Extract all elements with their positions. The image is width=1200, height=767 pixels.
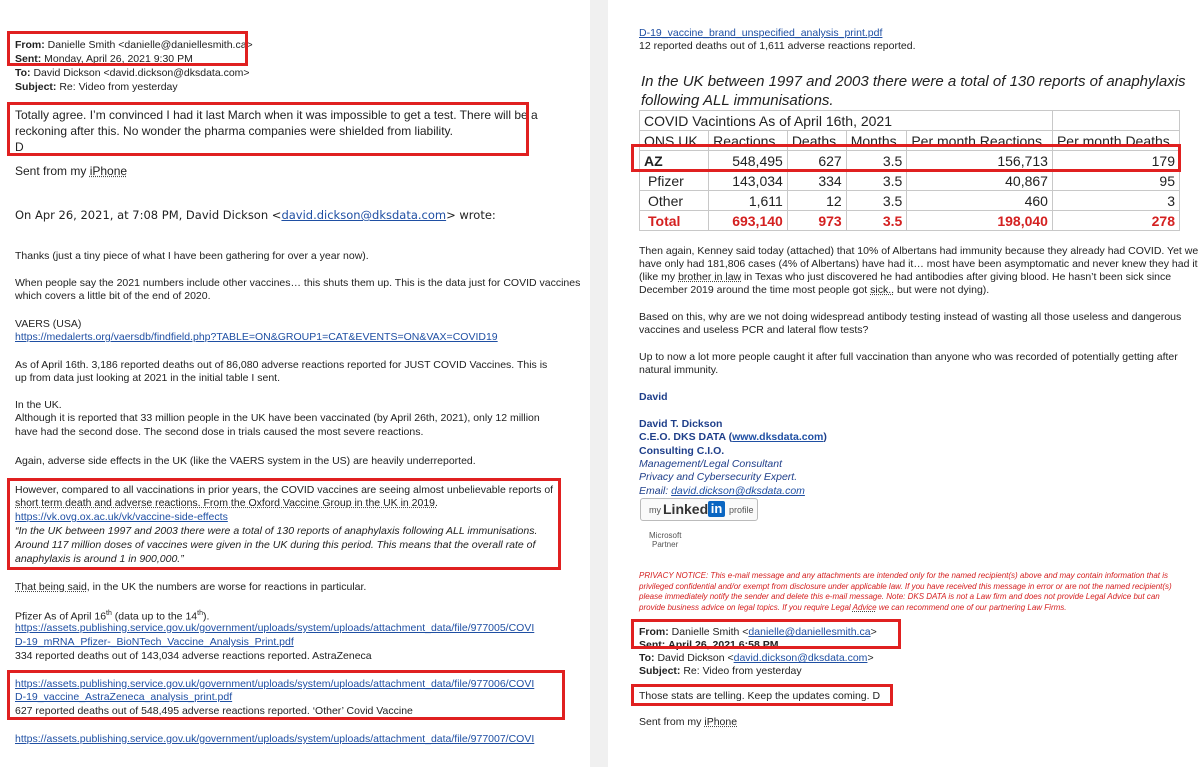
para-numbers-2: which covers a little bit of the end of 2020.	[15, 290, 211, 302]
table-title-row	[640, 111, 1180, 131]
table-cell: 95	[1052, 171, 1179, 191]
sig-full-name: David T. Dickson	[639, 418, 723, 430]
para-uk-2: have had the second dose. The second dose in trials caused the most severe reactions.	[15, 426, 424, 438]
az-stat: 627 reported deaths out of 548,495 adverse reactions reported. ‘Other’ Covid Vaccine	[15, 705, 413, 717]
table-cell: 179	[1052, 151, 1179, 171]
sent-line: Sent: Monday, April 26, 2021 9:30 PM	[15, 53, 193, 65]
reply2-text: Those stats are telling. Keep the updates coming. D	[639, 690, 881, 702]
microsoft-partner-line-1: Microsoft	[649, 531, 682, 540]
quote-line-2: Around 117 million doses of vaccines were given in the UK during this period. This means that the overall rate of	[15, 539, 536, 551]
para-kenney-1: Then again, Kenney said today (attached) that 10% of Albertans had immunity because they already had COVID. Yet we	[639, 245, 1199, 257]
vaers-title: VAERS (USA)	[15, 318, 82, 330]
other-link-1[interactable]: https://assets.publishing.service.gov.uk/government/uploads/system/uploads/attachment_data/file/977007/COVI	[15, 733, 535, 745]
wrote-email-link[interactable]: david.dickson@dksdata.com	[281, 208, 447, 222]
sig-role-2: Privacy and Cybersecurity Expert.	[639, 471, 798, 483]
sent-from-iphone-2: Sent from my iPhone	[639, 716, 738, 728]
header2-subject: Subject: Re: Video from yesterday	[639, 665, 802, 677]
table-cell: 12	[787, 191, 846, 211]
pfizer-link-1[interactable]: https://assets.publishing.service.gov.uk/government/uploads/system/uploads/attachment_data/file/977005/COVI	[15, 622, 535, 634]
para-antibody-2: vaccines and useless PCR and lateral flow tests?	[639, 324, 869, 336]
para-compared-2: short term death and adverse reactions. From the Oxford Vaccine Group in the UK in 2019.	[15, 497, 438, 509]
sig-first-name: David	[639, 391, 668, 403]
table-row	[640, 171, 1180, 191]
para-that-being-said: That being said, in the UK the numbers are worse for reactions in particular.	[15, 581, 367, 593]
sent-from-iphone: Sent from my iPhone	[15, 164, 128, 178]
table-row	[640, 191, 1180, 211]
reply-sign: D	[15, 140, 24, 154]
para-underreported: Again, adverse side effects in the UK (like the VAERS system in the US) are heavily underreported.	[15, 455, 476, 467]
sig-email-link[interactable]: david.dickson@dksdata.com	[671, 485, 805, 497]
table-title: COVID Vacintions As of April 16th, 2021	[640, 111, 907, 131]
subject-line: Subject: Re: Video from yesterday	[15, 81, 178, 93]
table-cell: 3.5	[846, 191, 907, 211]
table-header: Reactions	[709, 131, 788, 151]
table-cell: Other	[640, 191, 709, 211]
sig-cio: Consulting C.I.O.	[639, 445, 725, 457]
pfizer-heading: Pfizer As of April 16th (data up to the 14th).	[15, 610, 210, 623]
oxford-link[interactable]: https://vk.ovg.ox.ac.uk/vk/vaccine-side-effects	[15, 511, 228, 523]
table-cell: 627	[787, 151, 846, 171]
para-april16-1: As of April 16th. 3,186 reported deaths out of 86,080 adverse reactions reported for JUST COVID Vaccines. This is	[15, 359, 548, 371]
sig-email-line: Email: david.dickson@dksdata.com	[639, 485, 805, 497]
vaccination-table	[639, 110, 1180, 231]
table-header: Months	[846, 131, 907, 151]
table-quote-line-2: following ALL immunisations.	[641, 92, 834, 109]
table-header: Per month Reactions	[907, 131, 1053, 151]
to-line: To: David Dickson <david.dickson@dksdata.com>	[15, 67, 250, 79]
quote-line-3: anaphylaxis is around 1 in 900,000.”	[15, 553, 184, 565]
table-cell: 3.5	[846, 151, 907, 171]
para-uk-1: Although it is reported that 33 million people in the UK have been vaccinated (by April 26th, 2021), only 12 million	[15, 412, 540, 424]
table-cell: 548,495	[709, 151, 788, 171]
para-upto-1: Up to now a lot more people caught it after full vaccination than anyone who was recorded of potentially getting after	[639, 351, 1178, 363]
table-cell: 3.5	[846, 211, 907, 231]
header2-from-email[interactable]: danielle@daniellesmith.ca	[748, 626, 871, 638]
pfizer-link-2[interactable]: D-19_mRNA_Pfizer-_BioNTech_Vaccine_Analysis_Print.pdf	[15, 636, 294, 648]
az-link-2[interactable]: D-19_vaccine_AstraZeneca_analysis_print.pdf	[15, 691, 233, 703]
linkedin-profile-badge[interactable]	[640, 498, 758, 521]
vaers-link[interactable]: https://medalerts.org/vaersdb/findfield.php?TABLE=ON&GROUP1=CAT&EVENTS=ON&VAX=COVID19	[15, 331, 498, 343]
uk-title: In the UK.	[15, 399, 62, 411]
para-antibody-1: Based on this, why are we not doing widespread antibody testing instead of wasting all those useless and dangerous	[639, 311, 1182, 323]
table-row	[640, 151, 1180, 171]
table-cell: 1,611	[709, 191, 788, 211]
table-cell: 334	[787, 171, 846, 191]
para-thanks: Thanks (just a tiny piece of what I have been gathering for over a year now).	[15, 250, 369, 262]
table-cell: 40,867	[907, 171, 1053, 191]
para-upto-2: natural immunity.	[639, 364, 719, 376]
para-kenney-2: have only had 181,806 cases (4% of Albertans) have had it… most have been asymptomatic and never knew they had it	[639, 258, 1198, 270]
table-quote-line-1: In the UK between 1997 and 2003 there were a total of 130 reports of anaphylaxis	[641, 73, 1186, 90]
header2-to-email[interactable]: david.dickson@dksdata.com	[733, 652, 868, 664]
table-header: ONS UK	[640, 131, 709, 151]
wrote-line: On Apr 26, 2021, at 7:08 PM, David Dickson <david.dickson@dksdata.com> wrote:	[15, 208, 496, 222]
table-header: Deaths	[787, 131, 846, 151]
linkedin-my: my	[649, 505, 661, 515]
para-kenney-4: December 2019 around the time most people got sick.. but were not dying).	[639, 284, 990, 296]
table-cell: 3.5	[846, 171, 907, 191]
para-compared-1: However, compared to all vaccinations in prior years, the COVID vaccines are seeing almost unbelievable reports of	[15, 484, 554, 496]
table-cell: Total	[640, 211, 709, 231]
privacy-notice: PRIVACY NOTICE: This e-mail message and any attachments are intended only for the named recipient(s) above and may contain information that is privileged confidential and/or exempt from disclosure under applicable law. If you have received this message in error or are not the named recipient(s) please immediately notify the sender and delete this e-mail message. Note: DKS DATA is not a Law firm and does not provide Legal Advice but can provide business advice on legal topics. If you require Legal Advice we can recommend one of our partnering Law Firms.	[639, 571, 1172, 613]
sig-role-1: Management/Legal Consultant	[639, 458, 783, 470]
table-cell: 278	[1052, 211, 1179, 231]
para-numbers-1: When people say the 2021 numbers include other vaccines… this shuts them up. This is the data just for COVID vaccines	[15, 277, 581, 289]
table-cell: 156,713	[907, 151, 1053, 171]
para-kenney-3: (like my brother in law in Texas who just discovered he had antibodies after giving blood. He hasn’t been sick since	[639, 271, 1172, 283]
left-page	[0, 0, 590, 767]
table-cell: Pfizer	[640, 171, 709, 191]
para-april16-2: up from data just looking at 2021 in the initial table I sent.	[15, 372, 280, 384]
linkedin-word: Linked	[663, 501, 709, 517]
table-cell: 693,140	[709, 211, 788, 231]
reply-line-1: Totally agree. I’m convinced I had it last March when it was impossible to get a test. There will be a	[15, 108, 538, 122]
table-cell: 3	[1052, 191, 1179, 211]
linkedin-in-icon: in	[708, 501, 725, 517]
from-line: From: Danielle Smith <danielle@daniellesmith.ca>	[15, 39, 253, 51]
sig-title: C.E.O. DKS DATA (www.dksdata.com)	[639, 431, 827, 443]
header2-sent: Sent: April 26, 2021 6:58 PM	[639, 639, 779, 651]
microsoft-partner-line-2: Partner	[652, 540, 679, 549]
page-gutter	[590, 0, 608, 767]
pfizer-stat: 334 reported deaths out of 143,034 adverse reactions reported. AstraZeneca	[15, 650, 372, 662]
table-total-row	[640, 211, 1180, 231]
reply-line-2: reckoning after this. No wonder the pharma companies were shielded from liability.	[15, 124, 453, 138]
quote-line-1: “In the UK between 1997 and 2003 there were a total of 130 reports of anaphylaxis following ALL immunisations.	[15, 525, 538, 537]
table-cell: 198,040	[907, 211, 1053, 231]
az-link-1[interactable]: https://assets.publishing.service.gov.uk/government/uploads/system/uploads/attachment_data/file/977006/COVI	[15, 678, 535, 690]
header2-from: From: Danielle Smith <danielle@daniellesmith.ca>	[639, 626, 877, 638]
linkedin-profile: profile	[729, 505, 754, 515]
table-cell: 460	[907, 191, 1053, 211]
table-cell: 143,034	[709, 171, 788, 191]
brand-unspecified-link[interactable]: D-19_vaccine_brand_unspecified_analysis_print.pdf	[639, 27, 883, 39]
brand-unspecified-stat: 12 reported deaths out of 1,611 adverse reactions reported.	[639, 40, 916, 52]
dksdata-website-link[interactable]: www.dksdata.com	[732, 431, 824, 443]
table-cell: 973	[787, 211, 846, 231]
header2-to: To: David Dickson <david.dickson@dksdata.com>	[639, 652, 874, 664]
table-header-row	[640, 131, 1180, 151]
table-cell: AZ	[640, 151, 709, 171]
table-header: Per month Deaths	[1052, 131, 1179, 151]
